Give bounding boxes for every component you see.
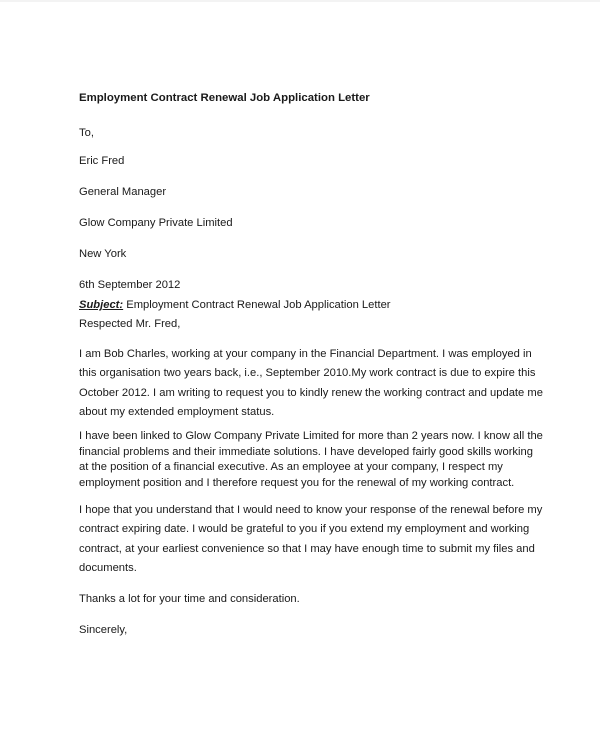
letter-title: Employment Contract Renewal Job Application Letter [79, 92, 370, 104]
thanks-line: Thanks a lot for your time and consideration. [79, 593, 300, 605]
paragraph-1-line: I am Bob Charles, working at your company in the Financial Department. I was employed in [79, 348, 532, 360]
paragraph-3-line: I hope that you understand that I would need to know your response of the renewal before my [79, 504, 543, 516]
subject-label: Subject: [79, 299, 124, 311]
paragraph-1 [79, 345, 543, 423]
subject-text: Employment Contract Renewal Job Application Letter [123, 299, 391, 311]
paragraph-2-line: employment position and I therefore request you for the renewal of my working contract. [79, 476, 515, 489]
subject-line [79, 299, 391, 312]
paragraph-3-line: documents. [79, 562, 137, 575]
recipient-city: New York [79, 248, 127, 260]
paragraph-1-line: about my extended employment status. [79, 406, 275, 419]
recipient-company: Glow Company Private Limited [79, 217, 233, 229]
recipient-name: Eric Fred [79, 155, 125, 167]
paragraph-2 [79, 429, 543, 491]
paragraph-2-line: at the position of a financial executive. As an employee at your company, I respect my [79, 461, 503, 473]
closing: Sincerely, [79, 624, 128, 636]
recipient-position: General Manager [79, 186, 167, 198]
greeting: Respected Mr. Fred, [79, 318, 181, 330]
paragraph-2-line: I have been linked to Glow Company Private Limited for more than 2 years now. I know all the [79, 430, 543, 442]
paragraph-1-line: October 2012. I am writing to request you to kindly renew the working contract and update me [79, 386, 543, 399]
letter-date: 6th September 2012 [79, 279, 181, 291]
paragraph-1-line: this organisation two years back, i.e., September 2010.My work contract is due to expire this [79, 367, 536, 380]
paragraph-3-line: contract expiring date. I would be grateful to you if you extend my employment and working [79, 523, 530, 536]
paragraph-3 [79, 501, 543, 579]
paragraph-3-line: contract, at your earliest convenience so that I may have enough time to submit my files and [79, 542, 535, 555]
salutation-to: To, [79, 127, 94, 139]
paragraph-2-line: financial problems and their immediate solutions. I have developed fairly good skills working [79, 445, 533, 458]
